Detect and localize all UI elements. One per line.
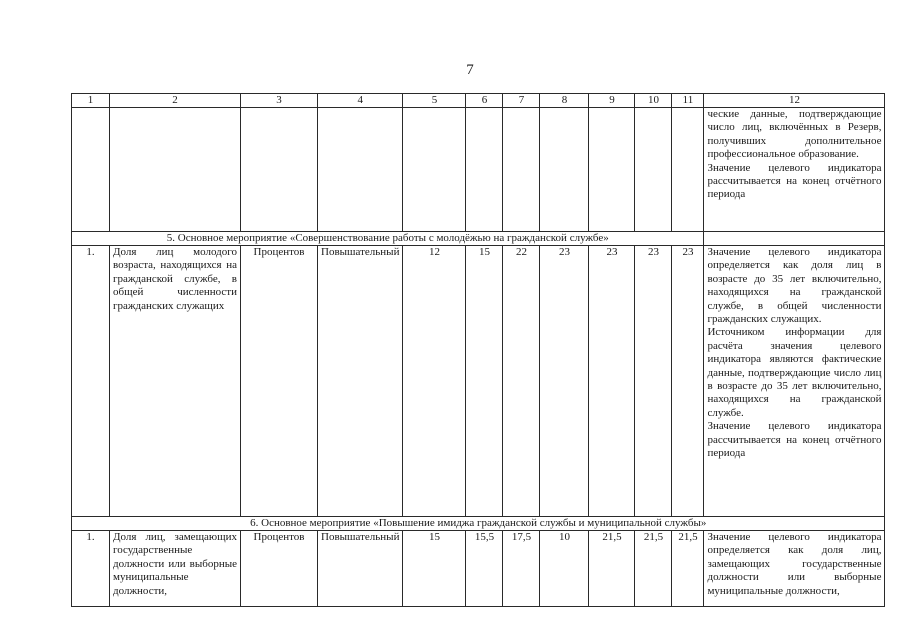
- column-header: 5: [403, 94, 466, 108]
- section-row-5: [72, 232, 885, 246]
- value-cell: 23: [672, 246, 704, 517]
- value-cell: 23: [540, 246, 589, 517]
- column-header: 7: [503, 94, 540, 108]
- column-header: 10: [635, 94, 672, 108]
- value-cell: 12: [403, 246, 466, 517]
- column-header: 11: [672, 94, 704, 108]
- description-source: Источником информации для расчёта значения целевого индикатора являются фактические данные, подтверждающие число лиц в возрасте до 35 лет включительно, находящихся на гражданской службе.: [707, 326, 882, 419]
- value-cell: 23: [635, 246, 672, 517]
- indicator-name: Доля лиц молодого возраста, находящихся на гражданской службе, в общей численности гражданских служащих: [110, 246, 241, 517]
- unit-cell: Процентов: [241, 246, 318, 517]
- value-cell: 22: [503, 246, 540, 517]
- description-note: Значение целевого индикатора рассчитывается на конец отчётного периода: [707, 161, 882, 201]
- column-header: 2: [110, 94, 241, 108]
- section-title: 6. Основное мероприятие «Повышение имиджа гражданской службы и муниципальной службы»: [72, 517, 885, 531]
- section-title: 5. Основное мероприятие «Совершенствование работы с молодёжью на гражданской службе»: [72, 232, 704, 246]
- column-header: 9: [589, 94, 635, 108]
- row-index: 1.: [72, 531, 110, 607]
- description-text: Значение целевого индикатора определяется как доля лиц, замещающих государственные должности или выборные муниципальные должности,: [707, 531, 882, 597]
- description-text: ческие данные, подтверждающие число лиц, включённых в Резерв, получивших дополнительное профессиональное образование.: [707, 108, 882, 161]
- value-cell: 15: [466, 246, 503, 517]
- column-header: 6: [466, 94, 503, 108]
- description-cell: [704, 108, 885, 232]
- table-row: [72, 246, 885, 517]
- column-header: 1: [72, 94, 110, 108]
- table-row: [72, 531, 885, 607]
- page-number: 7: [466, 62, 474, 78]
- column-header: 4: [318, 94, 403, 108]
- table-header-row: [72, 94, 885, 108]
- description-cell: [704, 246, 885, 517]
- unit-cell: Процентов: [241, 531, 318, 607]
- column-header: 8: [540, 94, 589, 108]
- indicator-type: Повышательный: [318, 531, 403, 607]
- indicators-table: [71, 93, 885, 607]
- value-cell: 10: [540, 531, 589, 607]
- indicator-type: Повышательный: [318, 246, 403, 517]
- column-header: 12: [704, 94, 885, 108]
- value-cell: 21,5: [672, 531, 704, 607]
- value-cell: 21,5: [589, 531, 635, 607]
- value-cell: 15,5: [466, 531, 503, 607]
- value-cell: 23: [589, 246, 635, 517]
- column-header: 3: [241, 94, 318, 108]
- row-index: 1.: [72, 246, 110, 517]
- description-cell: [704, 531, 885, 607]
- description-note: Значение целевого индикатора рассчитывается на конец отчётного периода: [707, 420, 882, 460]
- indicator-name: Доля лиц, замещающих государственные должности или выборные муниципальные должности,: [110, 531, 241, 607]
- value-cell: 15: [403, 531, 466, 607]
- description-text: Значение целевого индикатора определяется как доля лиц в возрасте до 35 лет включительно, находящихся на гражданской службе, в общей численности гражданских служащих.: [707, 246, 882, 326]
- value-cell: 21,5: [635, 531, 672, 607]
- section-row-6: [72, 517, 885, 531]
- continued-row: [72, 108, 885, 232]
- value-cell: 17,5: [503, 531, 540, 607]
